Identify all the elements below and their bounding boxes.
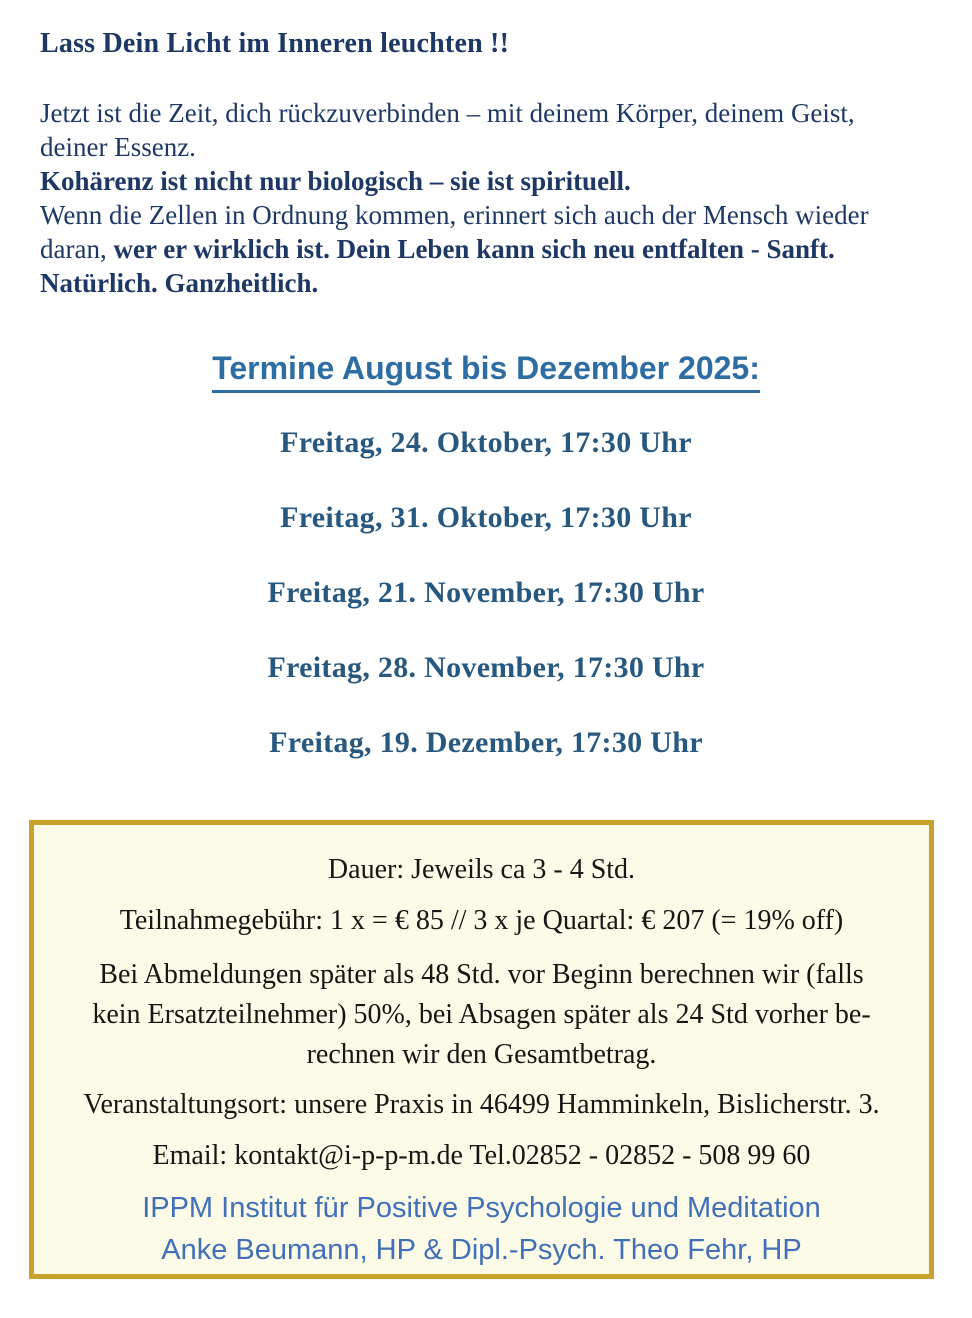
institute-name: IPPM Institut für Positive Psychologie und Meditation xyxy=(142,1192,821,1224)
intro-line-5 xyxy=(40,232,940,266)
date-item-1: Freitag, 24. Oktober, 17:30 Uhr xyxy=(280,426,692,459)
contact-text: Email: kontakt@i-p-p-m.de Tel.02852 - 02852 - 508 99 60 xyxy=(152,1140,811,1171)
date-item-4: Freitag, 28. November, 17:30 Uhr xyxy=(267,651,705,684)
info-box xyxy=(29,820,934,1279)
duration-text: Dauer: Jeweils ca 3 - 4 Std. xyxy=(327,854,636,885)
date-item-2: Freitag, 31. Oktober, 17:30 Uhr xyxy=(280,501,692,534)
institute-people: Anke Beumann, HP & Dipl.-Psych. Theo Fehr, HP xyxy=(161,1234,802,1266)
intro-paragraph xyxy=(40,96,940,300)
intro-line-3: Kohärenz ist nicht nur biologisch – sie ist spirituell. xyxy=(40,166,631,196)
schedule-heading-text: Termine August bis Dezember 2025: xyxy=(212,350,760,393)
fee-text: Teilnahmegebühr: 1 x = € 85 // 3 x je Quartal: € 207 (= 19% off) xyxy=(119,905,844,936)
intro-line-5-bold: wer er wirklich ist. Dein Leben kann sich neu entfalten - Sanft. xyxy=(113,234,835,264)
cancellation-line-2: kein Ersatzteilnehmer) 50%, bei Absagen später als 24 Std vorher be- xyxy=(92,999,871,1030)
cancellation-policy xyxy=(34,955,929,1075)
intro-line-1: Jetzt ist die Zeit, dich rückzuverbinden – mit deinem Körper, deinem Geist, xyxy=(40,98,855,128)
intro-line-2: deiner Essenz. xyxy=(40,132,196,162)
page-title: Lass Dein Licht im Inneren leuchten !! xyxy=(40,28,510,59)
date-item-3: Freitag, 21. November, 17:30 Uhr xyxy=(267,576,705,609)
venue-text: Veranstaltungsort: unsere Praxis in 46499 Hamminkeln, Bislicherstr. 3. xyxy=(83,1089,880,1120)
intro-line-4: Wenn die Zellen in Ordnung kommen, erinnert sich auch der Mensch wieder xyxy=(40,200,869,230)
intro-line-5-regular: daran, xyxy=(40,234,114,264)
date-item-5: Freitag, 19. Dezember, 17:30 Uhr xyxy=(269,726,703,759)
schedule-heading xyxy=(0,350,972,393)
date-list xyxy=(0,428,972,803)
intro-line-6: Natürlich. Ganzheitlich. xyxy=(40,268,319,298)
cancellation-line-3: rechnen wir den Gesamtbetrag. xyxy=(306,1039,657,1070)
cancellation-line-1: Bei Abmeldungen später als 48 Std. vor Beginn berechnen wir (falls xyxy=(99,959,864,990)
